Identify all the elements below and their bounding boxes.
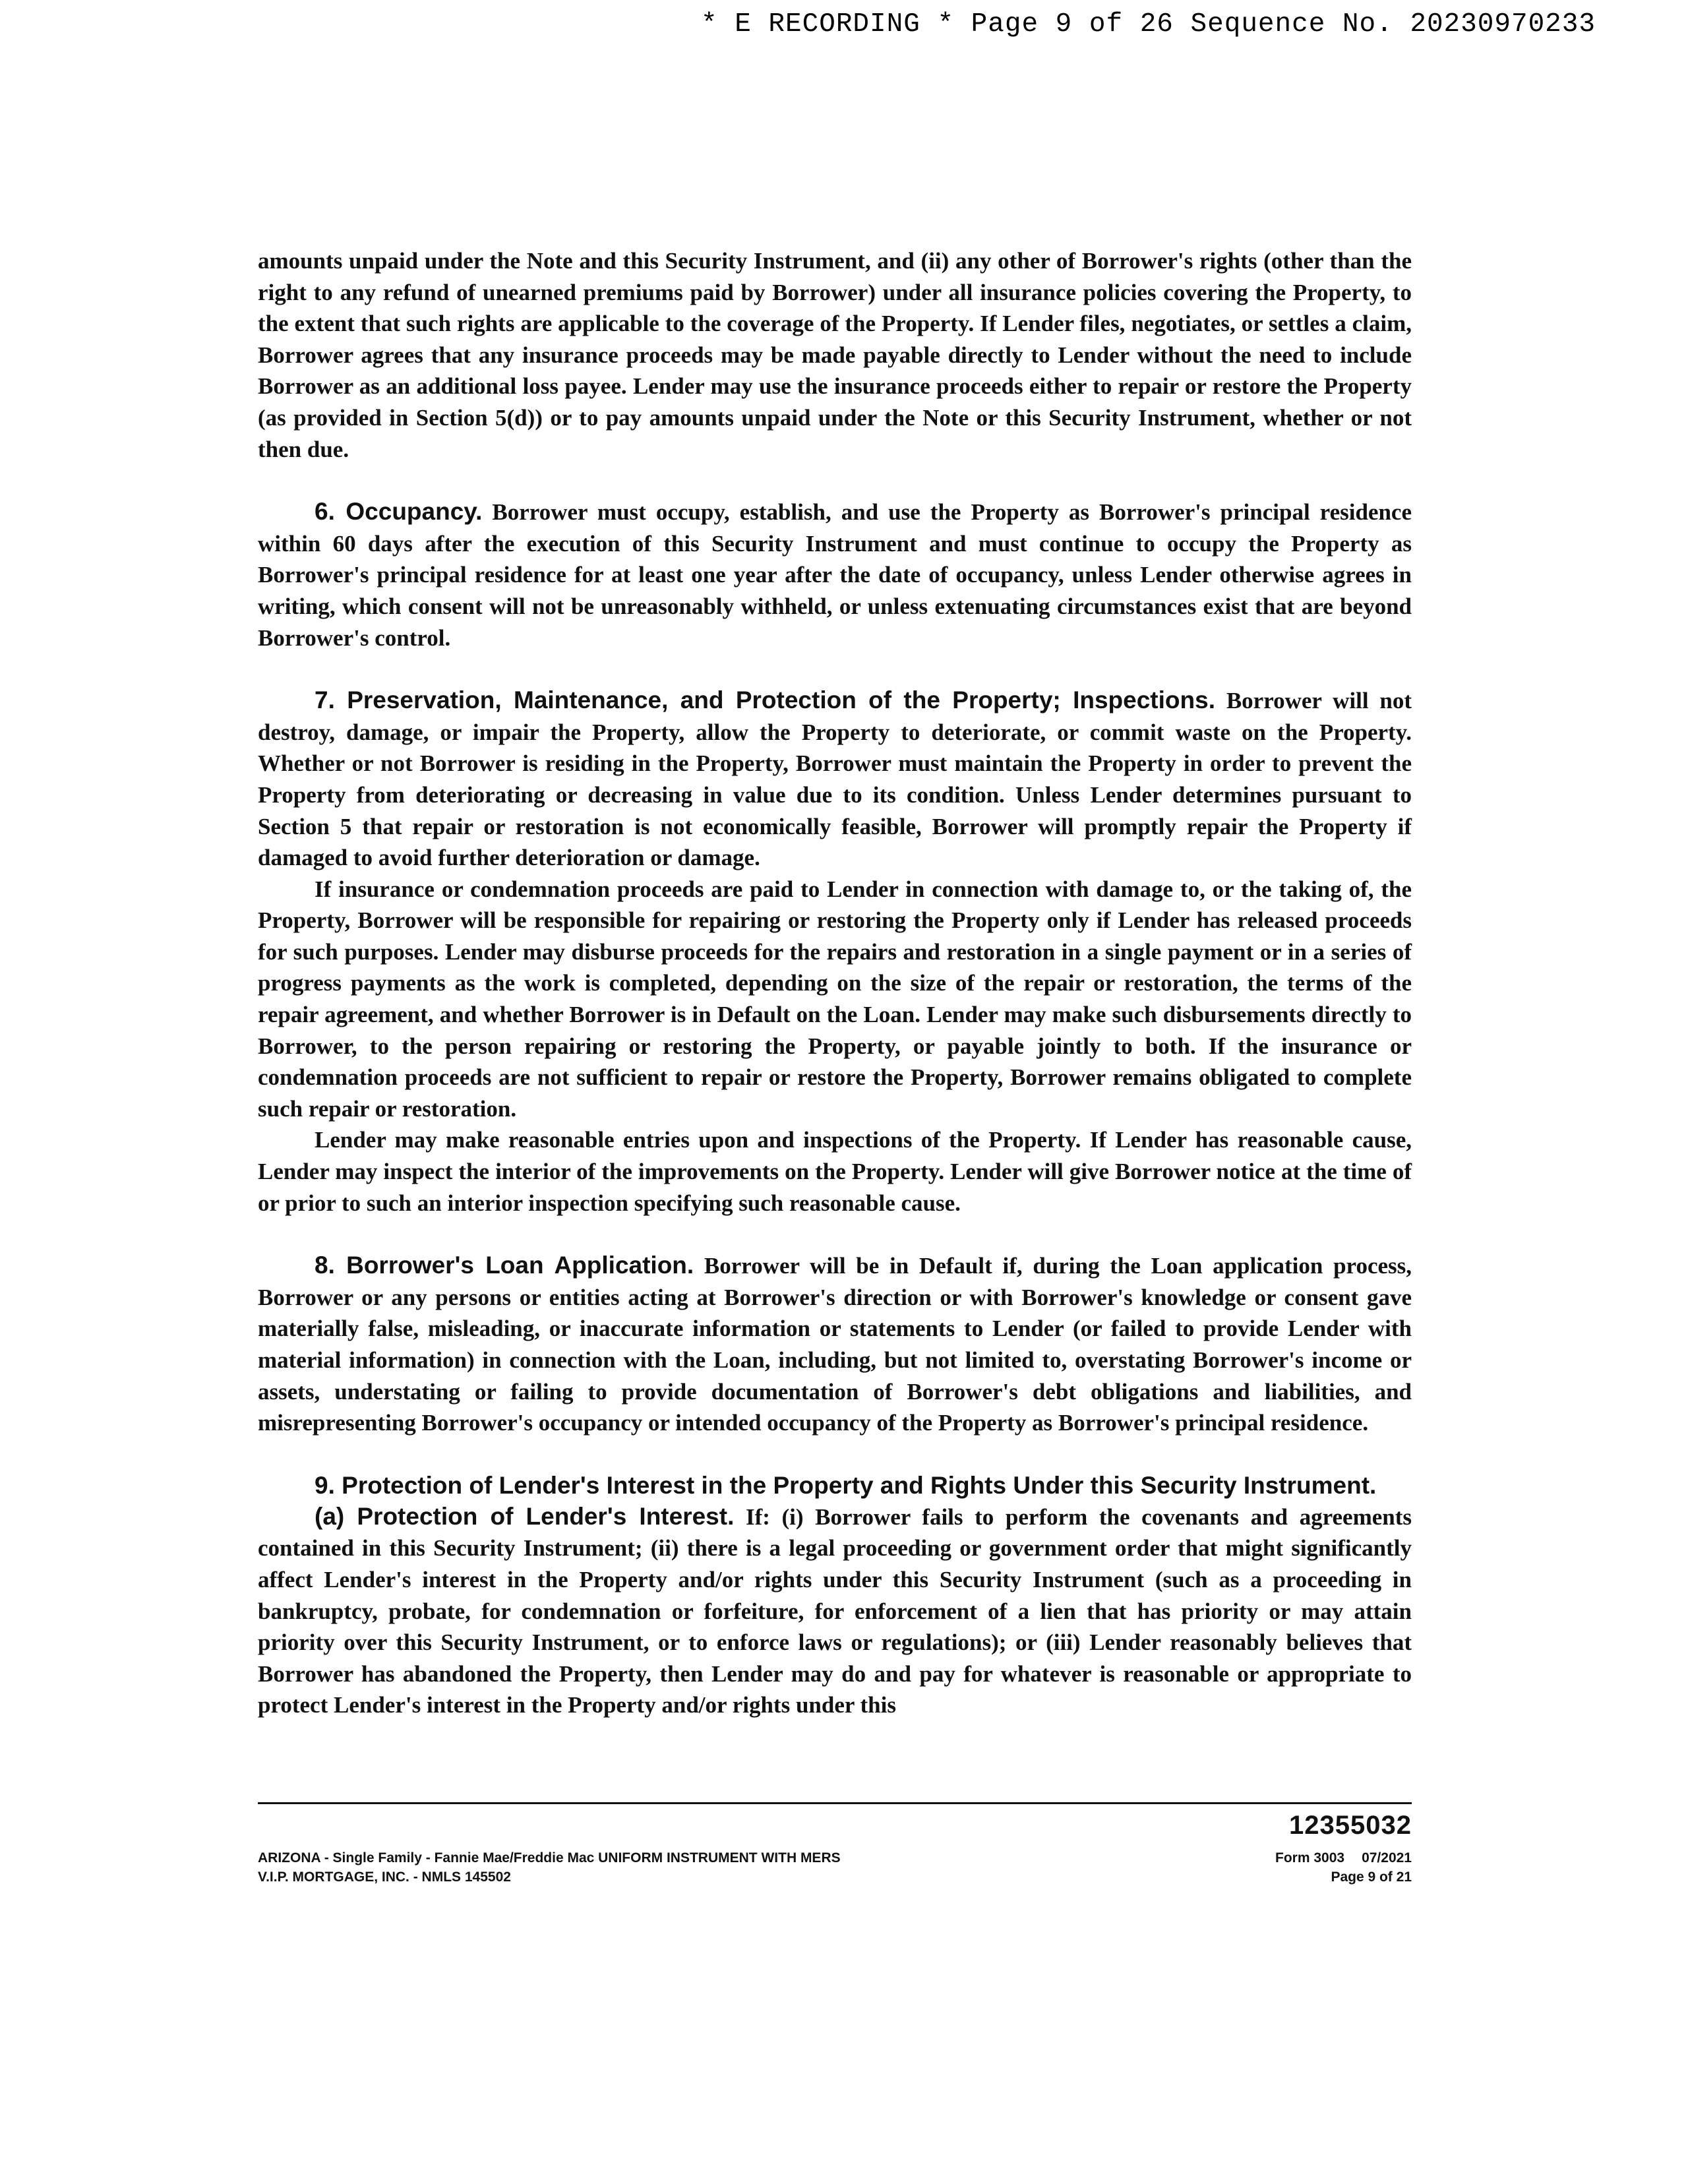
section-9a-heading: (a) Protection of Lender's Interest. [315,1502,735,1530]
form-identifier [1275,1848,1412,1867]
section-9a-text: If: (i) Borrower fails to perform the covenants and agreements contained in this Security Instrument; (ii) there is a legal proceeding or government order that might significantly affect Lender's interest in the Property and/or rights under this Security Instrument (such as a proceeding in bankruptcy, probate, for condemnation or forfeiture, for enforcement of a lien that has priority or may attain priority over this Security Instrument, or to enforce laws or regulations); or (iii) Lender reasonably believes that Borrower has abandoned the Property, then Lender may do and pay for whatever is reasonable or appropriate to protect Lender's interest in the Property and/or rights under this [258,1503,1412,1718]
section-9-heading: 9. Protection of Lender's Interest in the Property and Rights Under this Security Instrument. [315,1471,1377,1499]
section-8 [258,1250,1412,1439]
section-7-heading: 7. Preservation, Maintenance, and Protection of the Property; Inspections. [315,686,1215,714]
form-date: 07/2021 [1362,1850,1412,1866]
continuation-paragraph: amounts unpaid under the Note and this Security Instrument, and (ii) any other of Borrower's rights (other than the right to any refund of unearned premiums paid by Borrower) under all insurance policies covering the Property, to the extent that such rights are applicable to the coverage of the Property. If Lender files, negotiates, or settles a claim, Borrower agrees that any insurance proceeds may be made payable directly to Lender without the need to include Borrower as an additional loss payee. Lender may use the insurance proceeds either to repair or restore the Property (as provided in Section 5(d)) or to pay amounts unpaid under the Note or this Security Instrument, whether or not then due. [258,248,1412,462]
section-8-heading: 8. Borrower's Loan Application. [315,1252,694,1279]
section-6-heading: 6. Occupancy. [315,498,483,526]
section-7-text: Borrower will not destroy, damage, or impair the Property, allow the Property to deteriorate, or commit waste on the Property. Whether or not Borrower is residing in the Property, Borrower must maintain the Property in order to prevent the Property from deteriorating or decreasing in value due to its condition. Unless Lender determines pursuant to Section 5 that repair or restoration is not economically feasible, Borrower will promptly repair the Property if damaged to avoid further deterioration or damage. [258,688,1412,871]
loan-number: 12355032 [1289,1811,1412,1840]
section-6 [258,496,1412,653]
section-8-text: Borrower will be in Default if, during the Loan application process, Borrower or any persons or entities acting at Borrower's direction or with Borrower's knowledge or consent gave materially false, misleading, or inaccurate information or statements to Lender (or failed to provide Lender with material information) in connection with the Loan, including, but not limited to, overstating Borrower's income or assets, understating or failing to provide documentation of Borrower's debt obligations and liabilities, and misrepresenting Borrower's occupancy or intended occupancy of the Property as Borrower's principal residence. [258,1253,1412,1436]
section-7 [258,684,1412,874]
section-7-paragraph-2: If insurance or condemnation proceeds are paid to Lender in connection with damage to, or the taking of, the Property, Borrower will be responsible for repairing or restoring the Property only if Lender has released proceeds for such purposes. Lender may disburse proceeds for the repairs and restoration in a single payment or in a series of progress payments as the work is completed, depending on the size of the repair or restoration, the terms of the repair agreement, and whether Borrower is in Default on the Loan. Lender may make such disbursements directly to Borrower, to the person repairing or restoring the Property, or payable jointly to both. If the insurance or condemnation proceeds are not sufficient to repair or restore the Property, Borrower remains obligated to complete such repair or restoration. [258,876,1412,1122]
footer-right [1275,1848,1412,1887]
section-6-text: Borrower must occupy, establish, and use the Property as Borrower's principal residence within 60 days after the execution of this Security Instrument and must continue to occupy the Property as Borrower's principal residence for at least one year after the date of occupancy, unless Lender otherwise agrees in writing, which consent will not be unreasonably withheld, or unless extenuating circumstances exist that are beyond Borrower's control. [258,499,1412,651]
lender-name: V.I.P. MORTGAGE, INC. - NMLS 145502 [258,1869,511,1885]
section-7-paragraph-3: Lender may make reasonable entries upon and inspections of the Property. If Lender has reasonable cause, Lender may inspect the interior of the improvements on the Property. Lender will give Borrower notice at the time of or prior to such an interior inspection specifying such reasonable cause. [258,1127,1412,1216]
recording-header: * E RECORDING * Page 9 of 26 Sequence No. 20230970233 [700,9,1596,40]
page-number: Page 9 of 21 [1331,1869,1412,1885]
footer-divider [258,1802,1412,1804]
document-body [258,245,1412,1721]
form-title: ARIZONA - Single Family - Fannie Mae/Freddie Mac UNIFORM INSTRUMENT WITH MERS [258,1850,841,1866]
form-number: Form 3003 [1275,1850,1345,1866]
section-9a [258,1501,1412,1721]
footer-left [258,1848,841,1887]
